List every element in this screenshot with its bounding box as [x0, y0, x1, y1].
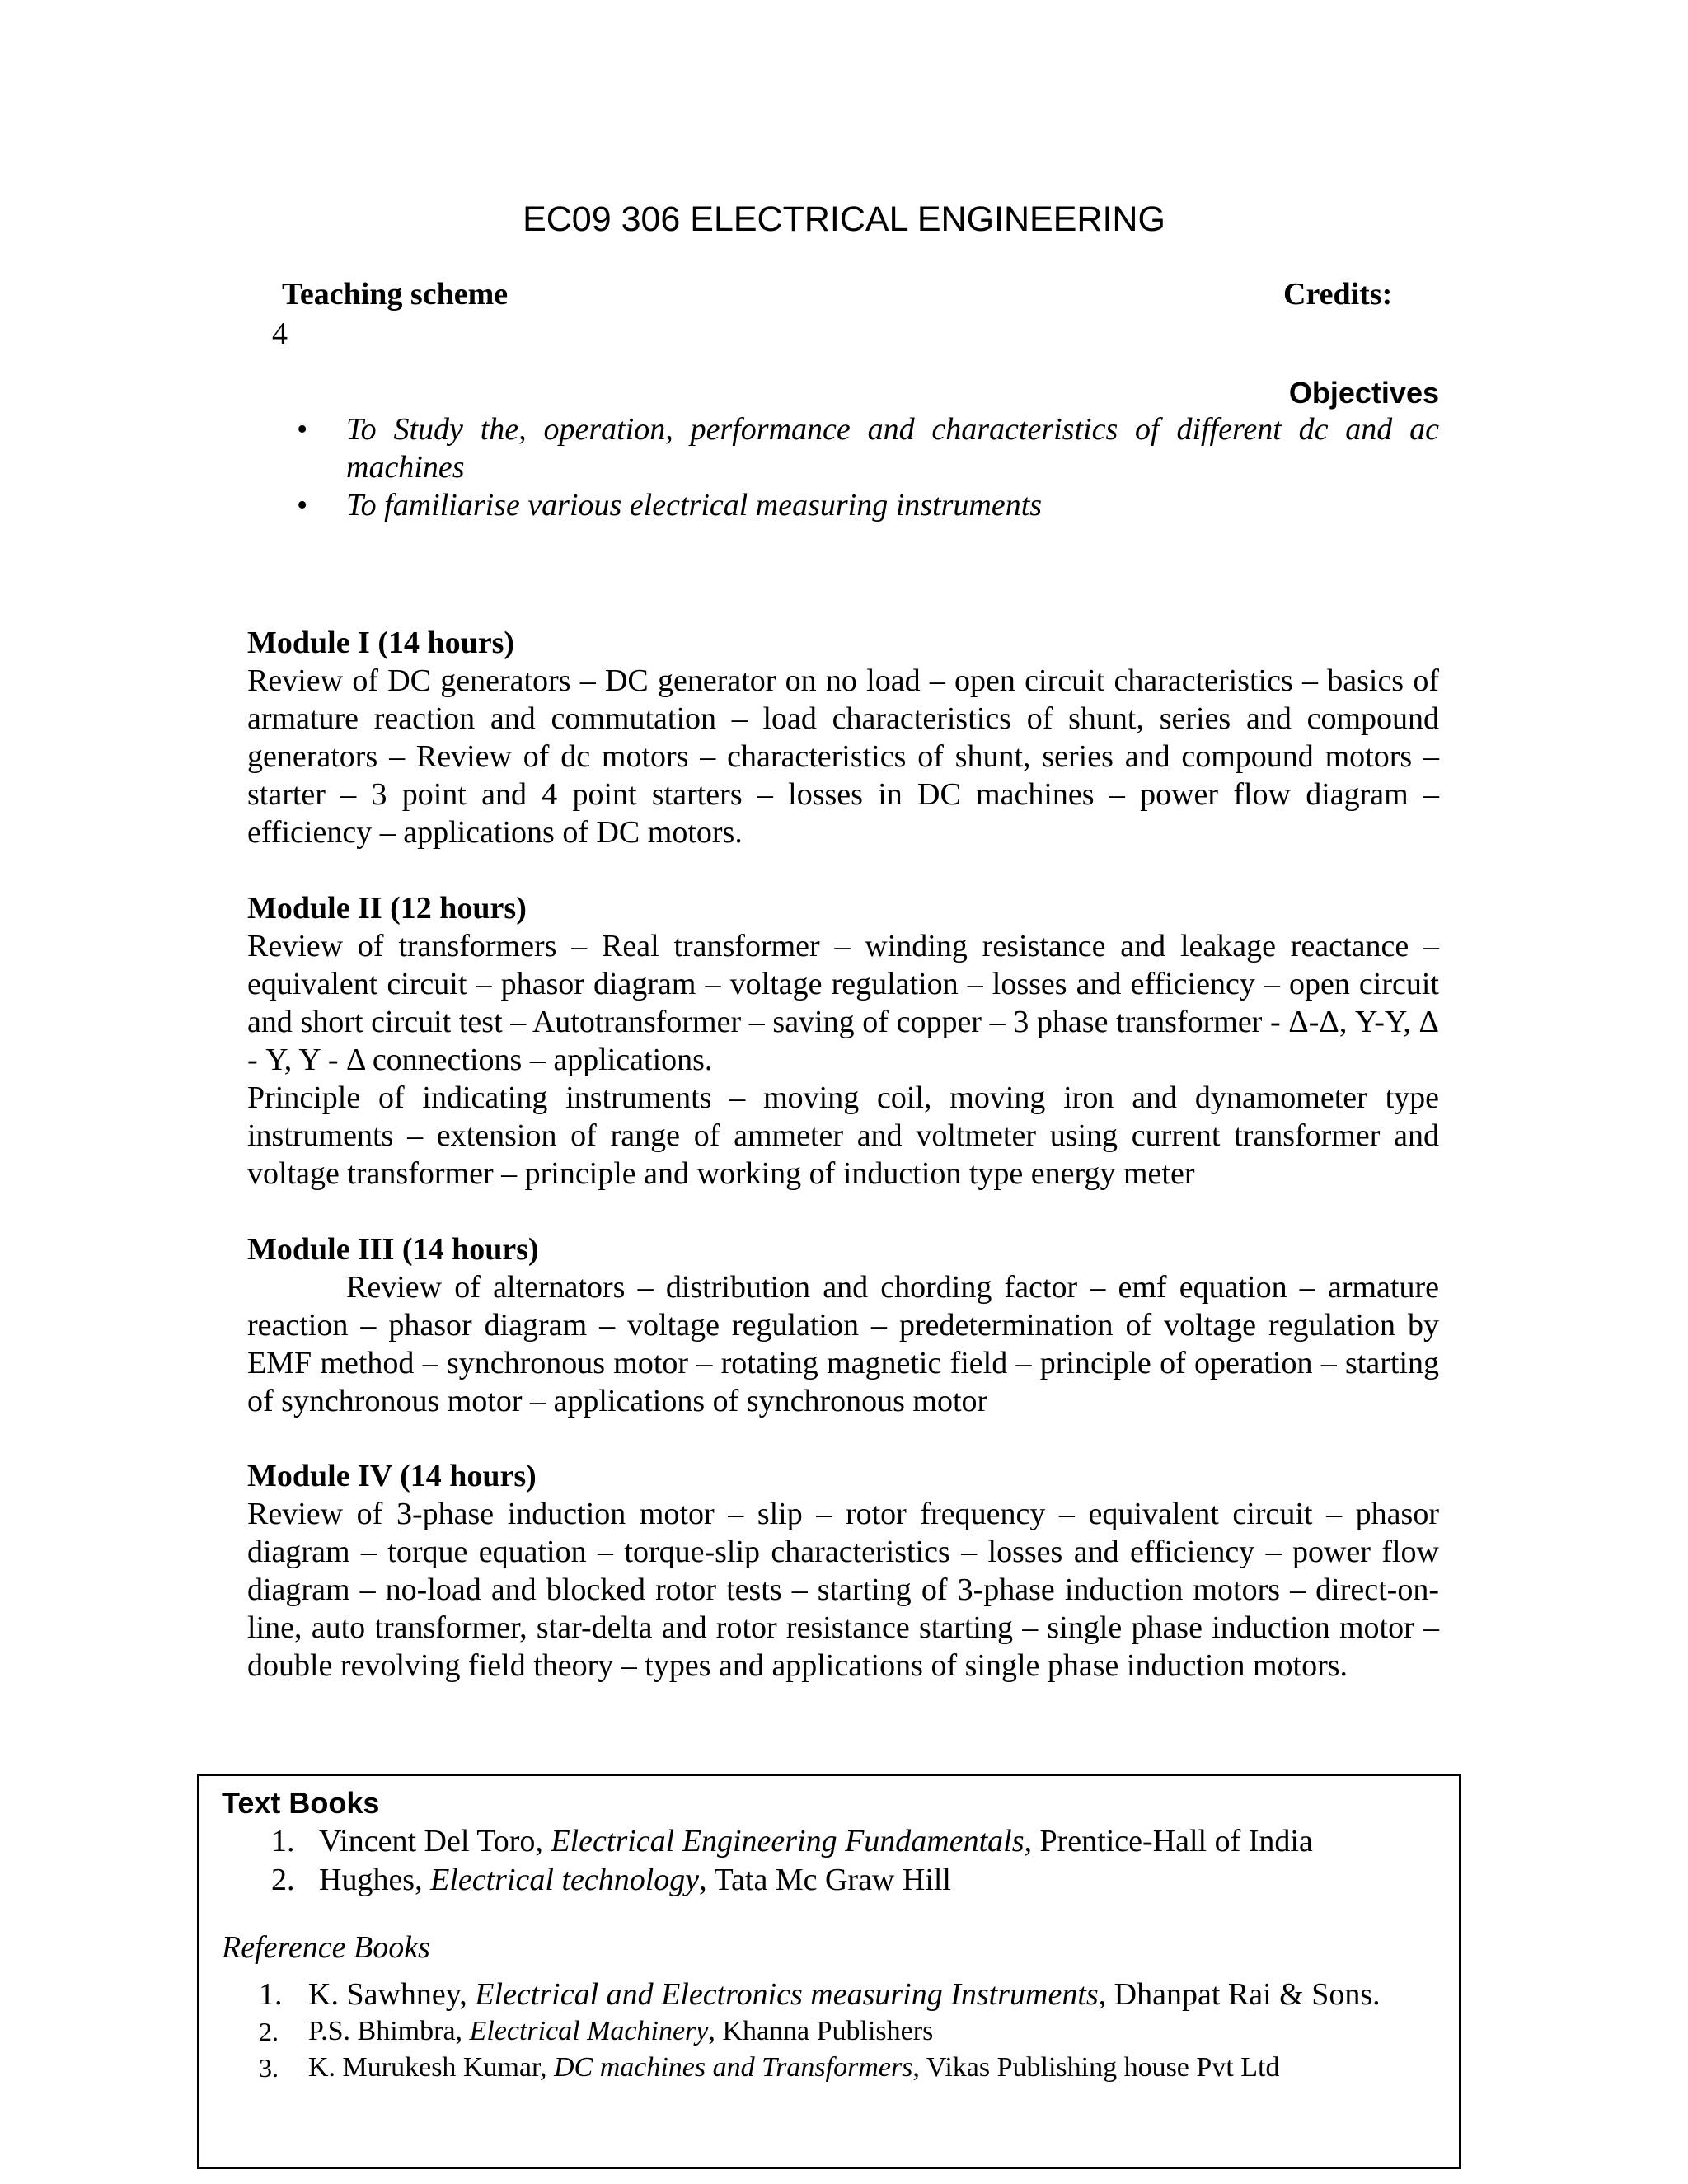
reference-books-heading: Reference Books [222, 1930, 430, 1965]
module-text: Review of alternators – distribution and chording factor – emf equation – armature reaction – phasor diagram – voltage regulation – predetermination of voltage regulation by EMF method – synchronous motor – rotating magnetic field – principle of operation – starting of synchronous motor – applications of synchronous motor [247, 1270, 1439, 1418]
objectives-heading: Objectives [1288, 376, 1439, 410]
module-1 [247, 624, 1439, 851]
module-heading: Module II (12 hours) [247, 891, 527, 926]
text-books-list [271, 1822, 1425, 1900]
module-4 [247, 1457, 1439, 1685]
reference-book-item: 2. P.S. Bhimbra, Electrical Machinery, Khanna Publishers [259, 2016, 934, 2046]
module-heading: Module IV (14 hours) [247, 1459, 537, 1493]
module-2 [247, 889, 1439, 1193]
text-book-item: 2. Hughes, Electrical technology, Tata Mc Graw Hill [271, 1863, 951, 1897]
module-text: Review of 3-phase induction motor – slip – rotor frequency – equivalent circuit – phasor diagram – torque equation – torque-slip characteristics – losses and efficiency – power flow diagram – no-load and blocked rotor tests – starting of 3-phase induction motors – direct-on-line, auto transformer, star-delta and rotor resistance starting – single phase induction motor – double revolving field theory – types and applications of single phase induction motors. [247, 1497, 1439, 1683]
reference-book-item: 3. K. Murukesh Kumar, DC machines and Transformers, Vikas Publishing house Pvt Ltd [259, 2052, 1280, 2083]
module-text: Review of transformers – Real transformer – winding resistance and leakage reactance – equivalent circuit – phasor diagram – voltage regulation – losses and efficiency – open circuit and short circuit test – Autotransformer – saving of copper – 3 phase transformer - Δ-Δ, Y-Y, Δ - Y, Y - Δ connections – applications. [247, 929, 1439, 1077]
credits-value: 4 [272, 316, 288, 351]
page-title: EC09 306 ELECTRICAL ENGINEERING [523, 199, 1165, 239]
module-text: Principle of indicating instruments – moving coil, moving iron and dynamometer type instruments – extension of range of ammeter and voltmeter using current transformer and voltage transformer – principle and working of induction type energy meter [247, 1080, 1439, 1191]
module-heading: Module I (14 hours) [247, 626, 515, 660]
reference-books-list [259, 1976, 1429, 2085]
books-box [197, 1774, 1461, 2169]
reference-book-item: 1. K. Sawhney, Electrical and Electronics measuring Instruments, Dhanpat Rai & Sons. [259, 1977, 1381, 2012]
module-heading: Module III (14 hours) [247, 1232, 539, 1267]
credits-label: Credits: [1283, 277, 1393, 312]
text-books-heading: Text Books [222, 1786, 380, 1820]
module-text: Review of DC generators – DC generator on no load – open circuit characteristics – basics of armature reaction and commutation – load characteristics of shunt, series and compound generators – Review of dc motors – characteristics of shunt, series and compound motors – starter – 3 point and 4 point starters – losses in DC machines – power flow diagram – efficiency – applications of DC motors. [247, 663, 1439, 850]
objective-item: • To familiarise various electrical measuring instruments [288, 486, 1439, 524]
teaching-scheme-label: Teaching scheme [282, 277, 509, 312]
objective-item: • To Study the, operation, performance and characteristics of different dc and ac machines [288, 410, 1439, 486]
text-book-item: 1. Vincent Del Toro, Electrical Engineering Fundamentals, Prentice-Hall of India [271, 1824, 1313, 1858]
module-3 [247, 1230, 1439, 1420]
objectives-list [288, 410, 1439, 524]
